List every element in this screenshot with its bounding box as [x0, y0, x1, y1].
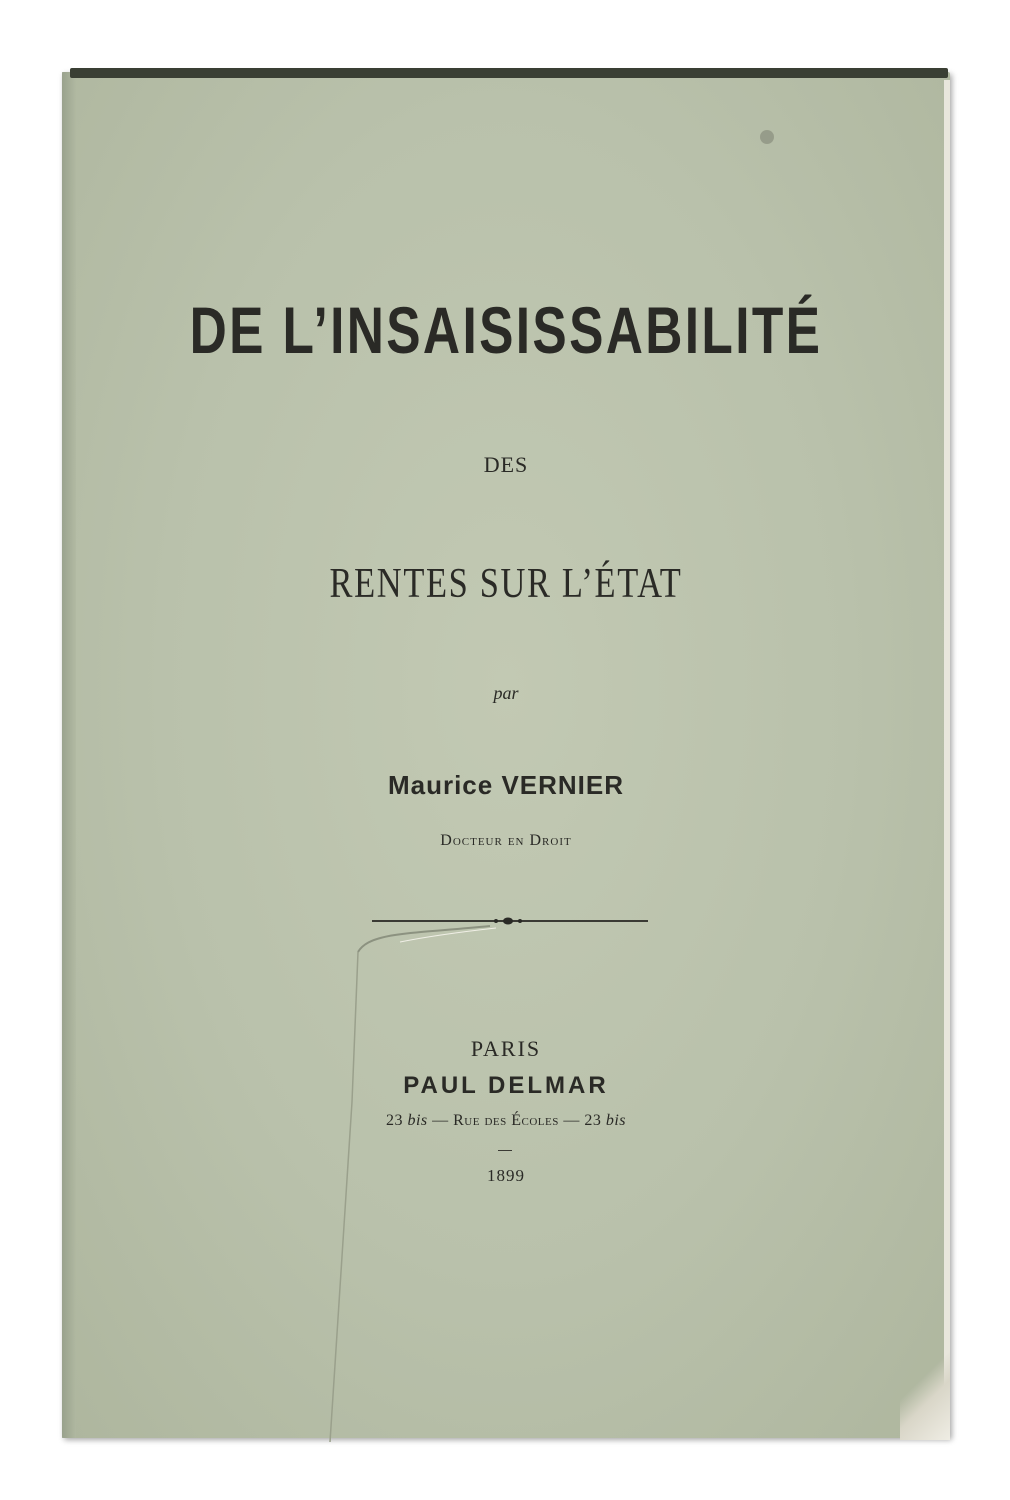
title-subtitle: RENTES SUR L’ÉTAT — [329, 561, 683, 607]
stain-mark — [760, 130, 774, 144]
top-edge — [70, 68, 948, 78]
address-bis-right: bis — [605, 1112, 627, 1129]
title-connector: DES — [483, 452, 529, 477]
by-word: par — [493, 683, 519, 703]
spine-edge — [62, 72, 76, 1438]
address-number-right: 23 — [584, 1112, 602, 1129]
address-bis-left: bis — [407, 1112, 428, 1129]
publication-city: PARIS — [470, 1036, 542, 1061]
small-divider — [498, 1150, 512, 1151]
author-title: Docteur en Droit — [440, 832, 572, 849]
title-main: DE L’INSAISISSABILITÉ — [189, 293, 823, 367]
publication-year: 1899 — [487, 1166, 525, 1185]
publisher-address — [62, 1112, 950, 1130]
address-number-left: 23 — [385, 1112, 403, 1129]
address-separator-left: — — [432, 1112, 454, 1129]
address-street: Rue des Écoles — [453, 1112, 559, 1129]
publisher-name: PAUL DELMAR — [403, 1072, 609, 1099]
page-edge — [944, 80, 950, 1430]
address-separator-right: — — [563, 1112, 585, 1129]
author-name: Maurice VERNIER — [387, 770, 625, 800]
worn-corner — [900, 1340, 950, 1440]
